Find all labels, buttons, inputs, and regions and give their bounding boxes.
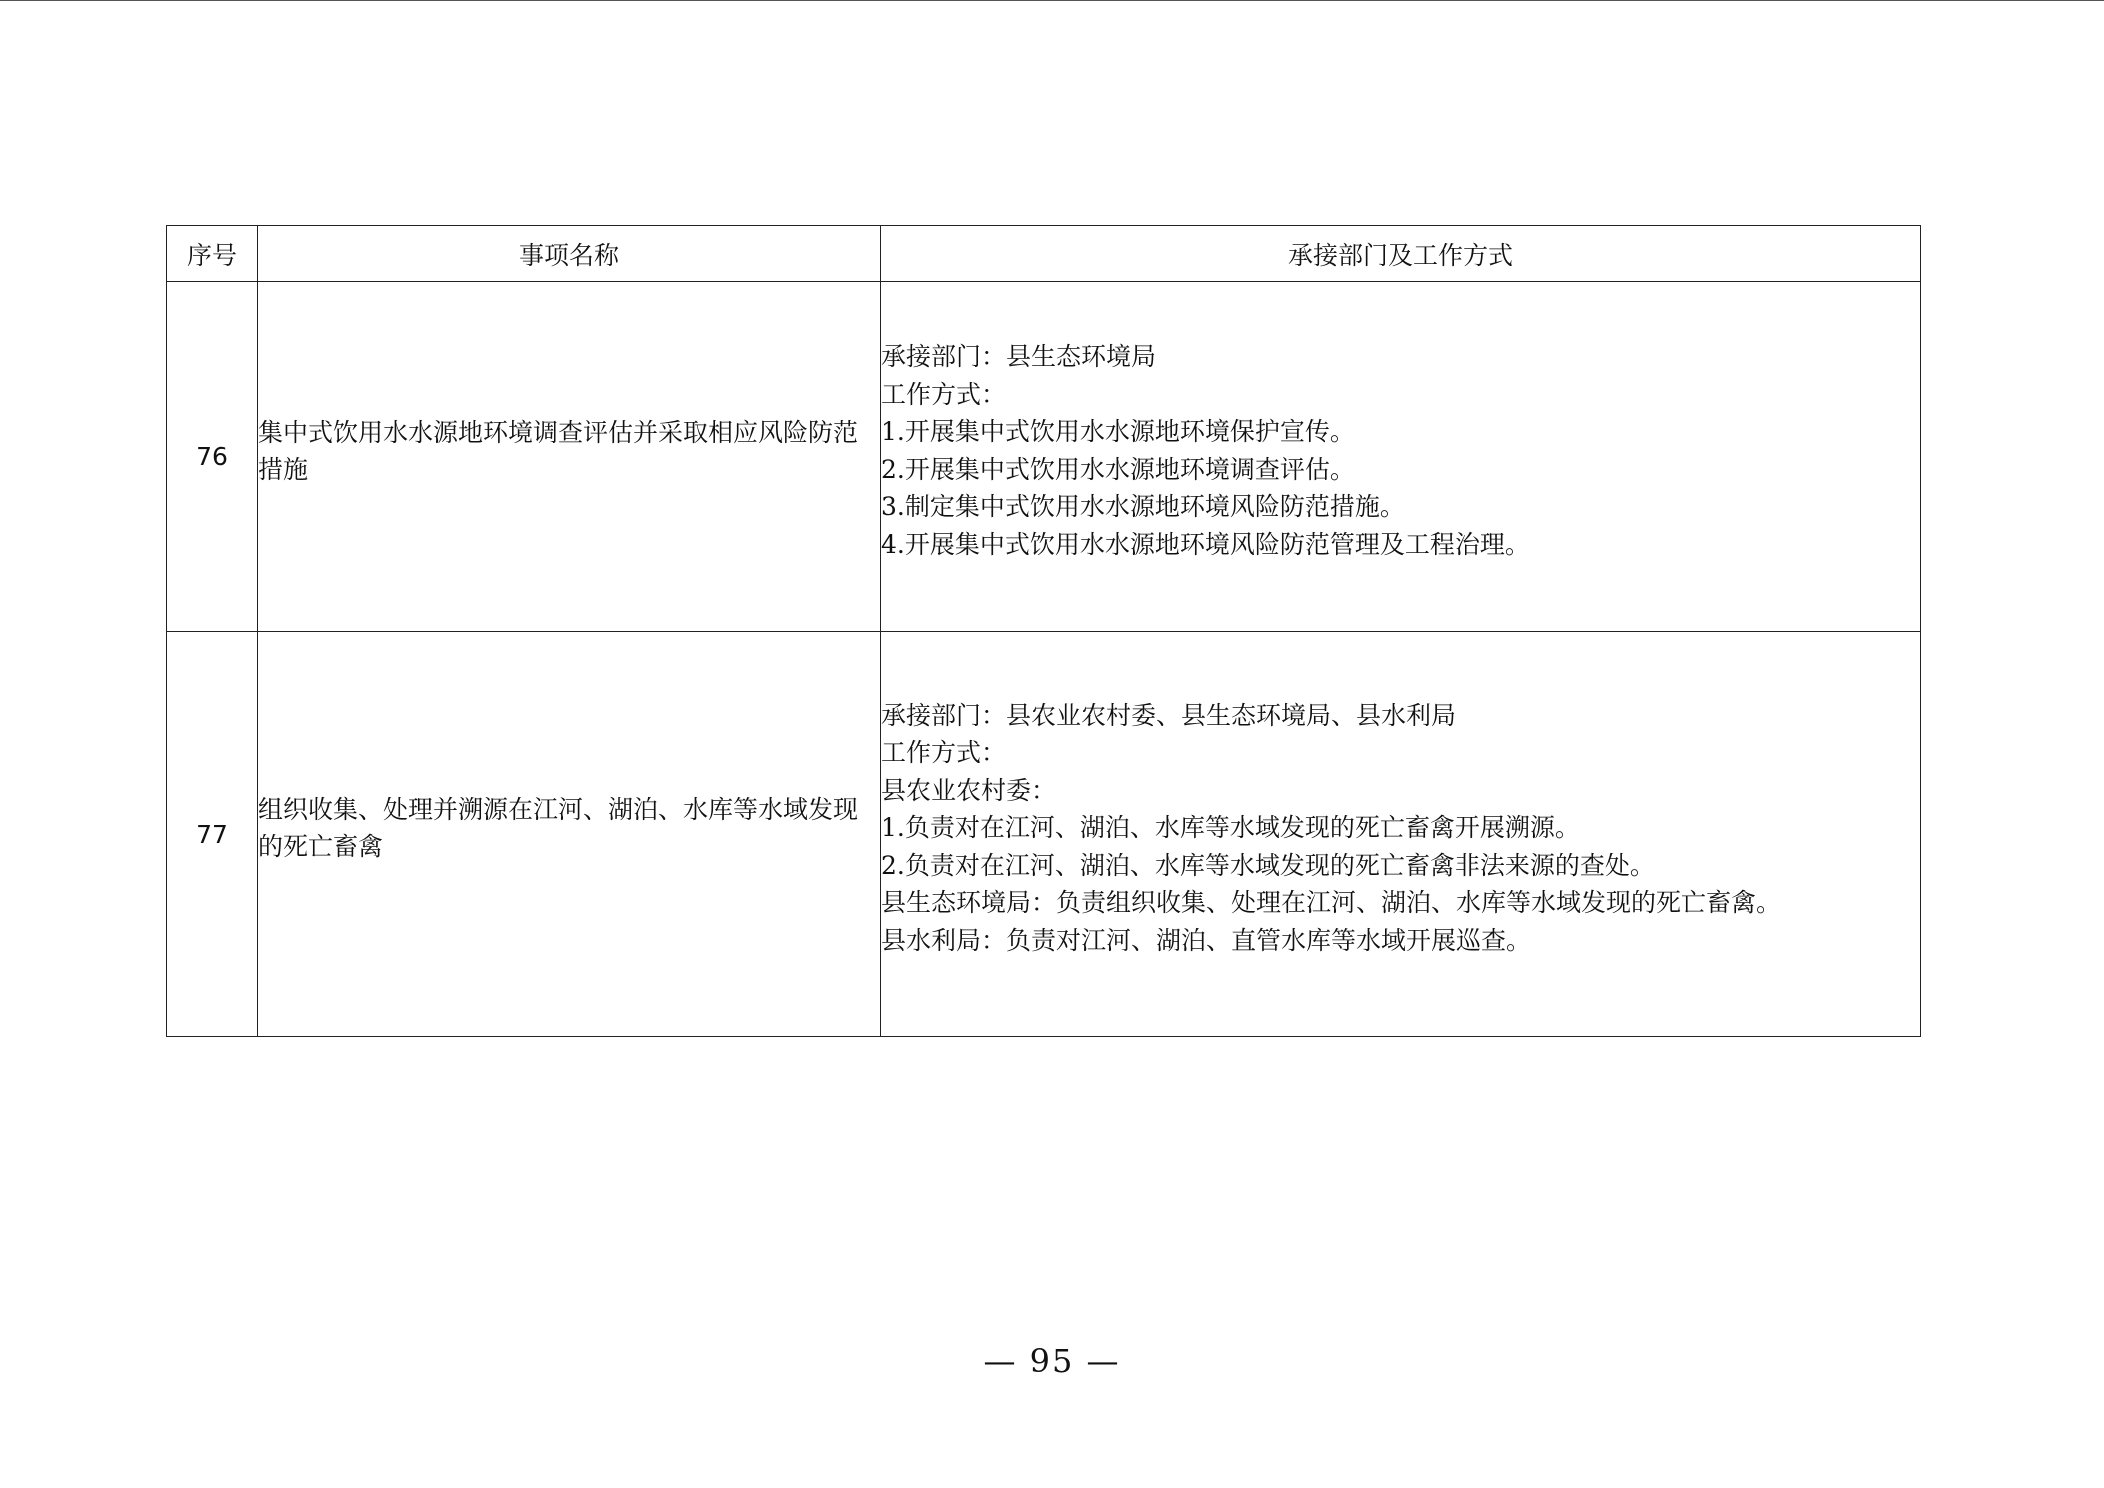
row-name: 集中式饮用水水源地环境调查评估并采取相应风险防范措施: [258, 417, 859, 484]
dept-line: 4.开展集中式饮用水水源地环境风险防范管理及工程治理。: [881, 529, 1530, 559]
dept-line: 县生态环境局：负责组织收集、处理在江河、湖泊、水库等水域发现的死亡畜禽。: [881, 888, 1782, 918]
row-name-cell: [258, 282, 881, 632]
header-name: 事项名称: [258, 226, 881, 282]
row-name: 组织收集、处理并溯源在江河、湖泊、水库等水域发现的死亡畜禽: [258, 795, 859, 861]
page-top-border: [0, 0, 2104, 1]
dept-line: 1.负责对在江河、湖泊、水库等水域发现的死亡畜禽开展溯源。: [881, 813, 1580, 843]
row-no: 76: [167, 282, 258, 632]
row-dept-cell: [881, 282, 1921, 632]
dept-line: 工作方式：: [881, 379, 1007, 409]
dept-line: 2.开展集中式饮用水水源地环境调查评估。: [881, 454, 1355, 484]
header-no: 序号: [167, 226, 258, 282]
row-name-cell: [258, 632, 881, 1037]
dept-line: 承接部门：县农业农村委、县生态环境局、县水利局: [881, 700, 1457, 730]
dept-line: 2.负责对在江河、湖泊、水库等水域发现的死亡畜禽非法来源的查处。: [881, 850, 1655, 880]
table-row: [167, 632, 1921, 1037]
dept-line: 3.制定集中式饮用水水源地环境风险防范措施。: [881, 492, 1405, 521]
dept-line: 县农业农村委：: [881, 775, 1057, 805]
header-dept: 承接部门及工作方式: [881, 226, 1921, 282]
table-header-row: [167, 226, 1921, 282]
dept-line: 县水利局：负责对江河、湖泊、直管水库等水域开展巡查。: [881, 925, 1532, 955]
dept-line: 承接部门：县生态环境局: [881, 342, 1157, 371]
page-number: — 95 —: [983, 1342, 1121, 1380]
table-row: [167, 282, 1921, 632]
dept-line: 1.开展集中式饮用水水源地环境保护宣传。: [881, 417, 1355, 446]
row-no: 77: [167, 632, 258, 1037]
items-table: [166, 225, 1921, 1037]
dept-line: 工作方式：: [881, 738, 1007, 768]
row-dept-cell: [881, 632, 1921, 1037]
